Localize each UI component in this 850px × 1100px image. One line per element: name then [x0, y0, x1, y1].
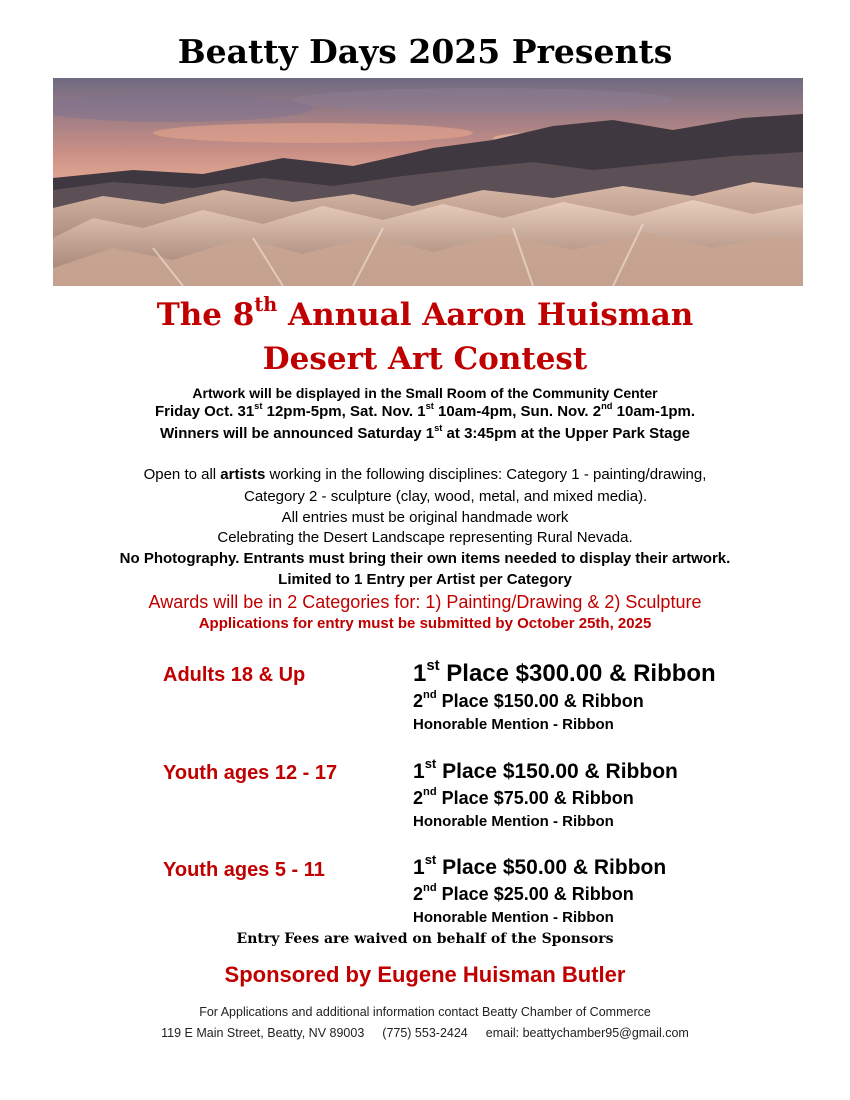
place-text: Place $150.00 & Ribbon — [436, 760, 678, 783]
winners-text-end: at 3:45pm at the Upper Park Stage — [442, 425, 690, 442]
place-text: Place $50.00 & Ribbon — [436, 856, 667, 879]
honorable-mention: Honorable Mention - Ribbon — [413, 909, 614, 926]
open-bold: artists — [220, 466, 266, 483]
contest-title — [0, 292, 850, 334]
contest-title-suffix: Annual Aaron Huisman — [277, 297, 694, 333]
honorable-mention: Honorable Mention - Ribbon — [413, 716, 614, 733]
date-saturday: 12pm-5pm, Sat. Nov. 1 — [262, 403, 426, 420]
second-place — [413, 691, 644, 712]
open-text: Open to all — [143, 466, 221, 483]
winners-sup: st — [434, 422, 443, 433]
place-num: 2 — [413, 691, 424, 711]
place-sup: st — [424, 852, 437, 868]
page-title: Beatty Days 2025 Presents — [177, 32, 673, 71]
second-place — [413, 884, 634, 905]
place-text: Place $75.00 & Ribbon — [436, 788, 634, 808]
place-sup: nd — [423, 786, 437, 799]
original-work-text: All entries must be original handmade work — [281, 509, 569, 526]
place-num: 1 — [413, 660, 427, 687]
date-sunday: 10am-4pm, Sun. Nov. 2 — [433, 403, 602, 420]
sponsor-line: Sponsored by Eugene Huisman Butler — [224, 962, 626, 987]
place-sup: st — [424, 756, 437, 772]
contact-details — [0, 1026, 850, 1040]
open-text-end: working in the following disciplines: Category 1 - painting/drawing, — [265, 466, 707, 483]
place-sup: nd — [423, 882, 437, 895]
open-to-artists — [0, 466, 850, 483]
category-2-text: Category 2 - sculpture (clay, wood, metal, and mixed media). — [244, 488, 648, 505]
place-text: Place $150.00 & Ribbon — [436, 691, 644, 711]
place-num: 1 — [413, 856, 425, 879]
tier-label: Youth ages 5 - 11 — [163, 859, 325, 881]
date-sup: st — [254, 400, 263, 411]
desert-landscape-image — [53, 78, 803, 286]
awards-categories-text: Awards will be in 2 Categories for: 1) Painting/Drawing & 2) Sculpture — [148, 592, 702, 612]
application-deadline: Applications for entry must be submitted by October 25th, 2025 — [198, 615, 652, 632]
winners-announcement — [0, 422, 850, 442]
date-friday: Friday Oct. 31 — [154, 403, 255, 420]
contact-address: 119 E Main Street, Beatty, NV 89003 — [161, 1026, 365, 1040]
contact-phone: (775) 553-2424 — [382, 1026, 468, 1040]
place-num: 1 — [413, 760, 425, 783]
honorable-mention: Honorable Mention - Ribbon — [413, 813, 614, 830]
contest-title-prefix: The 8 — [156, 297, 255, 333]
date-sup: st — [425, 400, 434, 411]
celebrating-text: Celebrating the Desert Landscape representing Rural Nevada. — [217, 529, 633, 546]
date-sup: nd — [601, 400, 613, 411]
tier-label: Youth ages 12 - 17 — [163, 762, 338, 784]
display-location: Artwork will be displayed in the Small Room of the Community Center — [192, 385, 658, 401]
contest-title-sup: th — [254, 292, 278, 316]
place-num: 2 — [413, 788, 424, 808]
first-place — [413, 852, 667, 880]
place-sup: nd — [423, 689, 437, 702]
contest-title-line2: Desert Art Contest — [262, 341, 588, 377]
first-place — [413, 657, 716, 688]
entry-limit-text: Limited to 1 Entry per Artist per Category — [278, 571, 572, 588]
date-end: 10am-1pm. — [612, 403, 696, 420]
first-place — [413, 756, 678, 784]
second-place — [413, 788, 634, 809]
place-text: Place $25.00 & Ribbon — [436, 884, 634, 904]
winners-text: Winners will be announced Saturday 1 — [160, 425, 435, 442]
place-text: Place $300.00 & Ribbon — [439, 660, 716, 687]
entry-fees-note: Entry Fees are waived on behalf of the Sponsors — [236, 931, 614, 947]
contact-intro: For Applications and additional information contact Beatty Chamber of Commerce — [199, 1005, 651, 1019]
no-photography-text: No Photography. Entrants must bring their own items needed to display their artwork. — [119, 550, 731, 567]
place-sup: st — [426, 657, 440, 674]
tier-label: Adults 18 & Up — [163, 664, 306, 686]
contact-email[interactable]: email: beattychamber95@gmail.com — [485, 1026, 689, 1040]
place-num: 2 — [413, 884, 424, 904]
schedule-dates — [0, 400, 850, 420]
